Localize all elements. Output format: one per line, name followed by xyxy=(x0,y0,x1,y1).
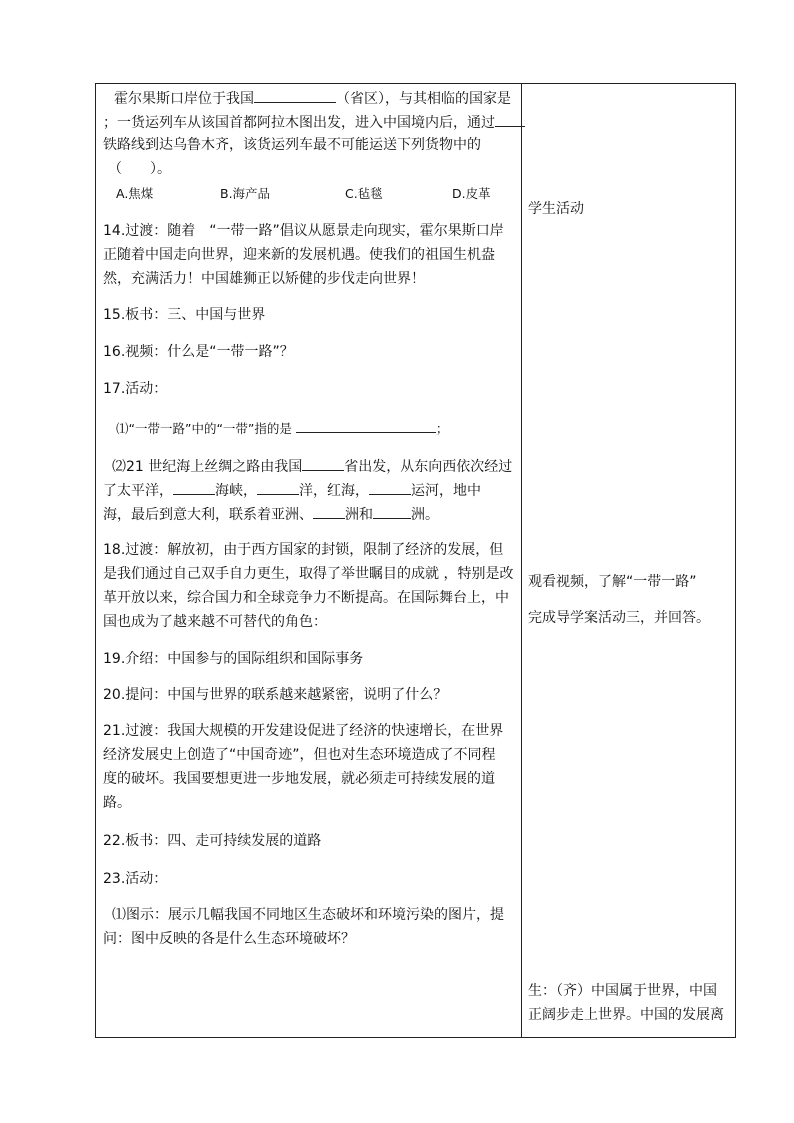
item-17-2-line-2: 了太平洋， 海峡， 洋，红海， 运河，地中 xyxy=(103,480,481,500)
blank-continent-1[interactable] xyxy=(313,504,345,519)
q13-option-d: D.皮革 xyxy=(452,186,491,201)
item-17-1: ⑴“一带一路”中的“一带”指的是 ； xyxy=(116,418,448,438)
blank-railway[interactable] xyxy=(495,112,525,127)
item-18-line-2: 是我们通过自己双手自力更生，取得了举世瞩目的成就 ，特别是改 xyxy=(103,566,514,582)
item-14-line-3: 然，充满活力！中国雄狮正以矫健的步伐走向世界！ xyxy=(103,271,425,287)
item-21-line-2: 经济发展史上创造了“中国奇迹”，但也对生态环境造成了不同程 xyxy=(103,747,496,763)
item-18-line-3: 革开放以来，综合国力和全球竞争力不断提高。在国际舞台上，中 xyxy=(103,590,509,606)
item-20: 20.提问：中国与世界的联系越来越紧密，说明了什么？ xyxy=(103,687,448,703)
item-21-line-4: 路。 xyxy=(103,795,131,811)
q13-option-b: B.海产品 xyxy=(220,186,271,201)
blank-start-province[interactable] xyxy=(302,456,344,471)
column-divider xyxy=(521,83,522,1038)
item-23-1-line-1: ⑴图示：展示几幅我国不同地区生态破坏和环境污染的图片，提 xyxy=(112,907,504,923)
item-22: 22.板书：四、走可持续发展的道路 xyxy=(103,833,322,849)
blank-ocean[interactable] xyxy=(257,480,299,495)
q13-line-3: 铁路线到达乌鲁木齐，该货运列车最不可能运送下列货物中的 xyxy=(103,137,481,153)
q13-option-a: A.焦煤 xyxy=(116,186,154,201)
item-15: 15.板书：三、中国与世界 xyxy=(103,307,266,323)
item-17: 17.活动： xyxy=(103,381,168,397)
item-16: 16.视频：什么是“一带一路”？ xyxy=(103,344,294,360)
item-17-2-line-3: 海，最后到意大利，联系着亚洲、 洲和 洲。 xyxy=(103,504,439,524)
item-18-line-1: 18.过渡：解放初，由于西方国家的封锁，限制了经济的发展，但 xyxy=(103,542,504,558)
blank-province[interactable] xyxy=(254,88,336,103)
item-21-line-3: 度的破坏。我国要想更进一步地发展，就必须走可持续发展的道 xyxy=(103,771,495,787)
item-14-line-2: 正随着中国走向世界，迎来新的发展机遇。使我们的祖国生机盎 xyxy=(103,247,495,263)
blank-strait[interactable] xyxy=(173,480,215,495)
q13-line-4: （ ）。 xyxy=(108,161,171,177)
blank-canal[interactable] xyxy=(369,480,411,495)
right-watch-video: 观看视频，了解“一带一路” xyxy=(528,574,697,590)
item-21-line-1: 21.过渡：我国大规模的开发建设促进了经济的快速增长，在世界 xyxy=(103,723,504,739)
blank-one-belt[interactable] xyxy=(296,418,436,433)
right-answer-line-2: 正阔步走上世界。中国的发展离 xyxy=(528,1007,724,1023)
right-answer-line-1: 生：（齐）中国属于世界，中国 xyxy=(528,983,717,999)
q13-option-c: C.毡毯 xyxy=(345,186,383,201)
item-14-line-1: 14.过渡：随着 “一带一路”倡议从愿景走向现实，霍尔果斯口岸 xyxy=(103,223,504,239)
student-activity-label: 学生活动 xyxy=(528,201,584,217)
item-18-line-4: 国也成为了越来越不可替代的角色： xyxy=(103,614,327,630)
right-complete-activity: 完成导学案活动三，并回答。 xyxy=(528,610,710,626)
item-23-1-line-2: 问：图中反映的各是什么生态环境破坏？ xyxy=(103,931,355,947)
item-17-2-line-1: ⑵21 世纪海上丝绸之路由我国 省出发，从东向西依次经过 xyxy=(112,456,512,476)
q13-line-2: ；一货运列车从该国首都阿拉木图出发，进入中国境内后，通过 xyxy=(103,112,525,132)
blank-continent-2[interactable] xyxy=(373,504,411,519)
q13-line-1: 霍尔果斯口岸位于我国 （省区），与其相临的国家是 xyxy=(114,88,511,108)
item-23: 23.活动： xyxy=(103,871,168,887)
item-19: 19.介绍：中国参与的国际组织和国际事务 xyxy=(103,651,364,667)
